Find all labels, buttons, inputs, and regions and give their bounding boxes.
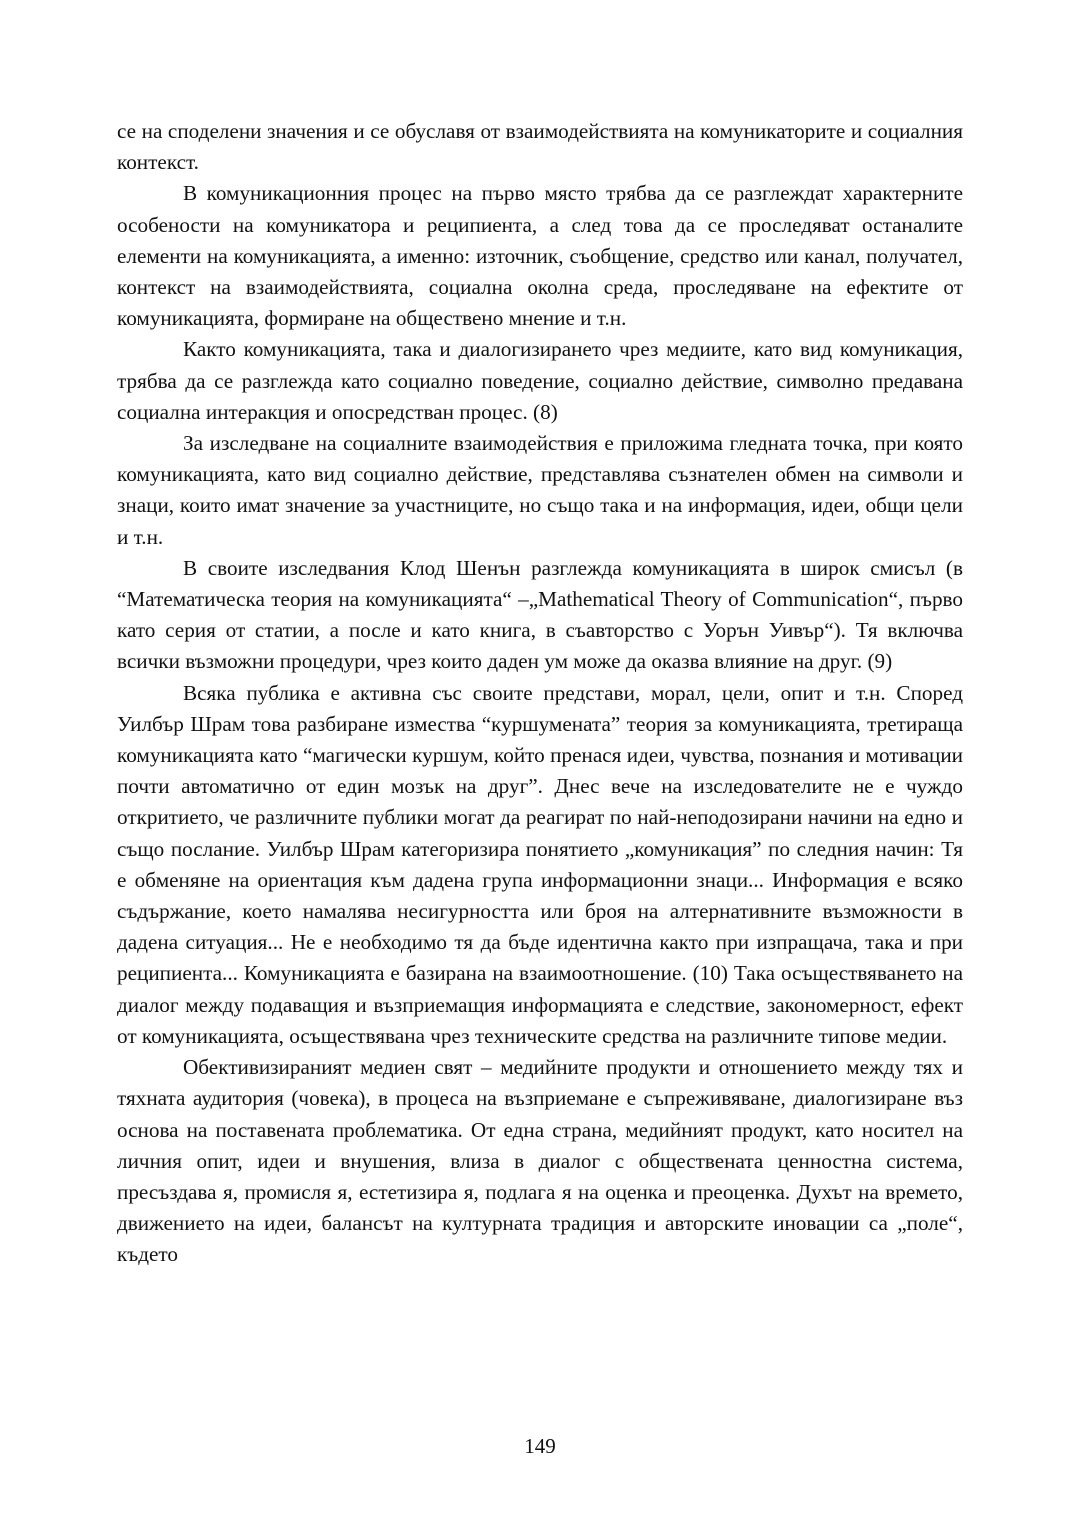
page-number: 149 bbox=[524, 1434, 556, 1458]
body-text bbox=[117, 116, 963, 1271]
paragraph-continuation: се на споделени значения и се обуславя от взаимодействията на комуникаторите и социалния контекст. bbox=[117, 119, 963, 175]
paragraph-schramm: Всяка публика е активна със своите представи, морал, цели, опит и т.н. Според Уилбър Шрам това разбиране измества “куршумената” теория за комуникацията, третираща комуникацията като “магически куршум, който пренася идеи, чувства, познания и мотивации почти автоматично от един мозък на друг”. Днес вече на изследователите не е чуждо откритието, че различните публики могат да реагират по най-неподозирани начини на едно и също послание. Уилбър Шрам категоризира понятието „комуникация” по следния начин: Тя е обменяне на ориентация към дадена група информационни знаци... Информация е всяко съдържание, което намалява несигурността или броя на алтернативните възможности в дадена ситуация... Не е необходимо тя да бъде идентична както при изпращача, така и при реципиента... Комуникацията е базирана на взаимоотношение. (10) Така осъществяването на диалог между подаващия и възприемащия информацията е следствие, закономерност, ефект от комуникацията, осъществявана чрез техническите средства на различните типове медии. bbox=[117, 680, 963, 1048]
paragraph-shannon: В своите изследвания Клод Шенън разглежда комуникацията в широк смисъл (в “Математическа теория на комуникацията“ –„Mathematical Theory of Communication“, първо като серия от статии, а после и като книга, в съавторство с Уорън Уивър“). Тя включва всички възможни процедури, чрез които даден ум може да оказва влияние на друг. (9) bbox=[117, 555, 963, 674]
paragraph-social-interaction: За изследване на социалните взаимодействия е приложима гледната точка, при която комуникацията, като вид социално действие, представлява съзнателен обмен на символи и знаци, които имат значение за участниците, но също така и на информация, идеи, общи цели и т.н. bbox=[117, 431, 963, 549]
paragraph-media-world: Обективизираният медиен свят – медийните продукти и отношението между тях и тяхната аудитория (човека), в процеса на възприемане е съпреживяване, диалогизиране въз основа на поставената проблематика. От една страна, медийният продукт, като носител на личния опит, идеи и внушения, влиза в диалог с обществената ценностна система, пресъздава я, промисля я, естетизира я, подлага я на оценка и преоценка. Духът на времето, движението на идеи, балансът на културната традиция и авторските иновации са „поле“, където bbox=[117, 1055, 963, 1267]
paragraph-communication-process: В комуникационния процес на първо място трябва да се разглеждат характерните особености на комуникатора и реципиента, а след това да се проследяват останалите елементи на комуникацията, а именно: източник, съобщение, средство или канал, получател, контекст на взаимодействията, социална околна среда, проследяване на ефектите от комуникацията, формиране на обществено мнение и т.н. bbox=[117, 181, 963, 331]
paragraph-social-behavior: Както комуникацията, така и диалогизирането чрез медиите, като вид комуникация, трябва да се разглежда като социално поведение, социално действие, символно предавана социална интеракция и опосредстван процес. (8) bbox=[117, 337, 963, 424]
